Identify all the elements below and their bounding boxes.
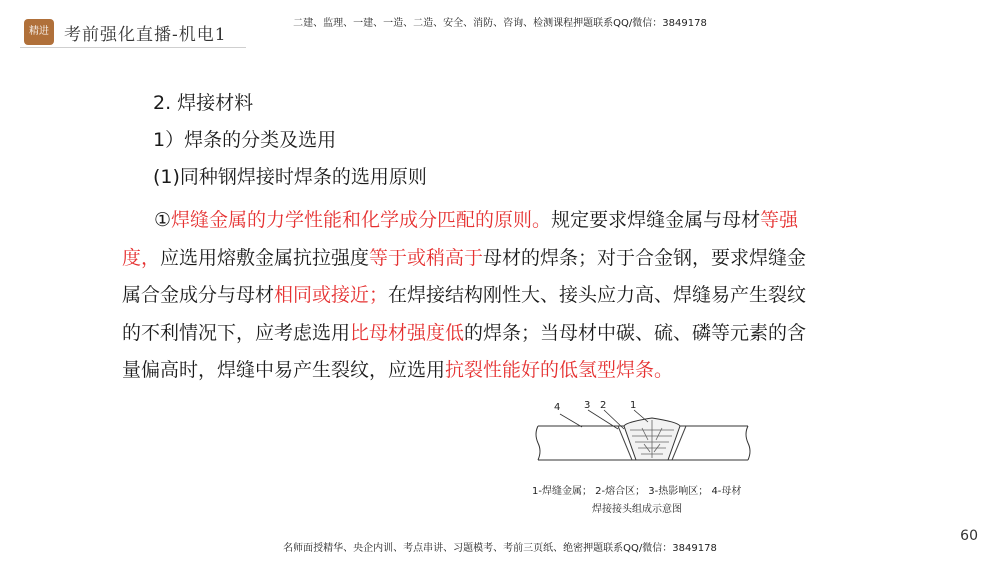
label-heat-affected-zone: 3	[584, 400, 591, 411]
heading-electrode-classification: 1）焊条的分类及选用	[153, 129, 337, 151]
page-number: 60	[960, 528, 978, 544]
text-segment: 应选用熔敷金属抗拉强度	[160, 246, 370, 269]
text-segment: 的焊条；当母材中碳、硫、磷等元素的含量偏高时，焊缝中易产生裂纹，应选用	[122, 321, 807, 381]
brand-logo: 精进	[24, 19, 54, 45]
principle-paragraph	[122, 202, 812, 390]
highlight-same-or-close: 相同或接近；	[274, 284, 389, 306]
text-segment: 在焊接结构刚性大、接头应力高、焊缝易产生裂纹的不利情况下，应考虑选用	[122, 284, 807, 344]
highlight-equal-or-higher: 等于或稍高于	[369, 246, 484, 269]
label-weld-metal: 1	[630, 400, 637, 411]
weld-joint-diagram	[520, 396, 790, 522]
heading-welding-materials: 2. 焊接材料	[153, 92, 254, 114]
highlight-equal-strength: 等强度，	[122, 209, 799, 269]
text-segment: 母材的焊条；对于合金钢，要求焊缝金属合金成分与母材	[122, 246, 807, 306]
highlight-matching-principle: 焊缝金属的力学性能和化学成分匹配的原则。	[171, 209, 552, 231]
label-fusion-zone: 2	[600, 400, 607, 411]
highlight-low-hydrogen: 抗裂性能好的低氢型焊条。	[445, 359, 674, 381]
diagram-caption: 焊接接头组成示意图	[592, 504, 682, 515]
course-title: 考前强化直播-机电1	[64, 25, 227, 45]
heading-selection-principle: (1)同种钢焊接时焊条的选用原则	[153, 166, 427, 188]
highlight-lower-strength: 比母材强度低	[350, 321, 465, 344]
title-divider	[20, 47, 246, 48]
label-base-metal: 4	[554, 402, 561, 413]
bottom-banner: 名师面授精华、央企内训、考点串讲、习题模考、考前三页纸、绝密押题联系QQ/微信：3849178	[283, 543, 717, 554]
diagram-legend: 1-焊缝金属； 2-熔合区； 3-热影响区； 4-母材	[532, 486, 742, 497]
principle-marker: ①	[154, 209, 172, 231]
top-banner: 二建、监理、一建、一造、二造、安全、消防、咨询、检测课程押题联系QQ/微信：3849178	[293, 18, 707, 29]
text-segment: 规定要求焊缝金属与母材	[551, 209, 761, 231]
weld-joint-drawing	[520, 396, 790, 476]
